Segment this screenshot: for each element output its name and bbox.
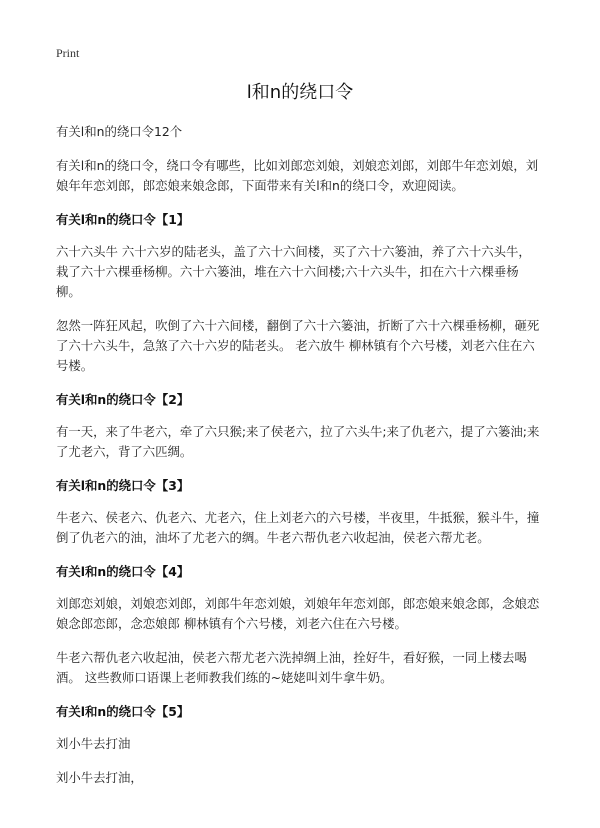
intro-paragraph: 有关l和n的绕口令，绕口令有哪些，比如刘郎恋刘娘，刘娘恋刘郎，刘郎牛年恋刘娘，刘娘年年恋刘郎，郎恋娘来娘念郎，下面带来有关l和n的绕口令，欢迎阅读。 (56, 158, 539, 193)
section-heading-2: 有关l和n的绕口令【2】 (56, 392, 190, 407)
section-heading-4: 有关l和n的绕口令【4】 (56, 564, 190, 579)
section-4-paragraph-1: 刘郎恋刘娘，刘娘恋刘郎，刘郎牛年恋刘娘，刘娘年年恋刘郎，郎恋娘来娘念郎，念娘恋娘念郎恋郎，念恋娘郎 柳林镇有个六号楼，刘老六住在六号楼。 (56, 596, 540, 631)
page-title: l和n的绕口令 (246, 82, 354, 103)
section-heading-1: 有关l和n的绕口令【1】 (56, 212, 190, 227)
article-body (56, 122, 542, 802)
section-5-paragraph-2: 刘小牛去打油， (56, 770, 143, 785)
section-2-paragraph-1: 有一天，来了牛老六，牵了六只猴;来了侯老六，拉了六头牛;来了仇老六，提了六篓油;来了尤老六，背了六匹绸。 (56, 424, 540, 459)
section-heading-3: 有关l和n的绕口令【3】 (56, 478, 190, 493)
print-link[interactable]: Print (56, 46, 80, 60)
subtitle: 有关l和n的绕口令12个 (56, 124, 183, 139)
section-5-paragraph-1: 刘小牛去打油 (56, 736, 131, 751)
section-1-paragraph-1: 六十六头牛 六十六岁的陆老头，盖了六十六间楼，买了六十六篓油，养了六十六头牛，栽了六十六棵垂杨柳。六十六篓油，堆在六十六间楼;六十六头牛，扣在六十六棵垂杨柳。 (56, 244, 531, 299)
section-heading-5: 有关l和n的绕口令【5】 (56, 704, 190, 719)
section-3-paragraph-1: 牛老六、侯老六、仇老六、尤老六，住上刘老六的六号楼，半夜里，牛抵猴，猴斗牛，撞倒了仇老六的油，油坏了尤老六的绸。牛老六帮仇老六收起油，侯老六帮尤老。 (56, 510, 540, 545)
section-1-paragraph-2: 忽然一阵狂风起，吹倒了六十六间楼，翻倒了六十六篓油，折断了六十六棵垂杨柳，砸死了六十六头牛，急煞了六十六岁的陆老头。 老六放牛 柳林镇有个六号楼，刘老六住在六号楼。 (56, 318, 540, 373)
section-4-paragraph-2: 牛老六帮仇老六收起油，侯老六帮尤老六洗掉绸上油，拴好牛，看好猴，一同上楼去喝酒。 这些教师口语课上老师教我们练的~姥姥叫刘牛拿牛奶。 (56, 650, 527, 685)
